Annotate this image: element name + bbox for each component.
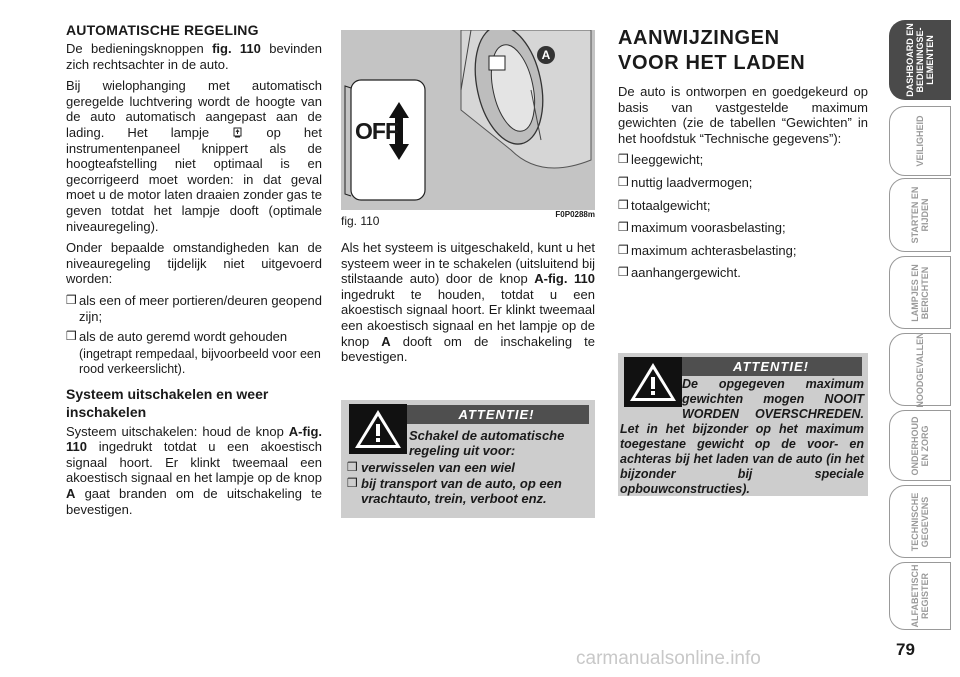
warning-item-transport: ❒ bij transport van de auto, op een vrachtauto, trein, verboot enz. (347, 476, 562, 506)
warning-title: ATTENTIE! (404, 405, 589, 424)
column-left (66, 22, 322, 523)
loading-weights-list (618, 152, 868, 281)
warning-triangle-icon (349, 404, 407, 454)
checkbox-bullet-icon: ❒ (618, 265, 629, 280)
page-number: 79 (896, 640, 915, 659)
chapter-tab-label: VEILIGHEID (915, 115, 925, 167)
chapter-tab-7[interactable] (889, 485, 951, 558)
chapter-tab-1[interactable] (889, 20, 951, 100)
paragraph-switch-on: Als het systeem is uitgeschakeld, kunt u het systeem weer in te schakelen (uitsluitend bij stilstaande auto) door de knop A-fig. 110 ingedrukt te houden, totdat u een akoestisch signaal hoort. Er klinkt tweemaal een akoestisch signaal en het lampje op de knop A dooft om de inschakeling te bevestigen. (341, 240, 595, 365)
section-heading-loading: AANWIJZINGEN VOOR HET LADEN (618, 27, 806, 74)
paragraph-switch-off: Systeem uitschakelen: houd de knop A-fig. 110 ingedrukt totdat u een akoestisch signaal hoort. Er klinkt tweemaal een akoestisch signaal en het lampje op de knop A gaat branden om de uitschakeling te bevestigen. (66, 423, 322, 517)
warning-item-wheel: ❒ verwisselen van een wiel (347, 460, 515, 475)
warning-text: De opgegeven maximum gewichten mogen NOOIT WORDEN OVERSCHREDEN. Let in het bijzonder op het maximum toegestane gewicht op de voor- en achteras bij het laden van de auto (in het bijzonder bij speciale opbouwconstructies). (620, 377, 864, 496)
paragraph-controls-location: De bedieningsknoppen fig. 110 bevinden zich rechtsachter in de auto. (66, 41, 323, 72)
warning-box-max-weights (618, 353, 868, 496)
list-item-weight: ❒ maximum achterasbelasting; (618, 242, 797, 258)
checkbox-bullet-icon: ❒ (347, 460, 358, 474)
figure-caption (341, 210, 595, 228)
suspension-warning-lamp-icon (232, 127, 243, 139)
checkbox-bullet-icon: ❒ (618, 220, 629, 235)
list-item-weight: ❒ totaalgewicht; (618, 197, 711, 213)
figure-110-image (341, 30, 595, 210)
warning-lead: Schakel de automatische regeling uit voor: (409, 428, 565, 458)
subheading-switch-off-on: Systeem uitschakelen en weer inschakelen (66, 385, 269, 420)
watermark: carmanualsonline.info (576, 648, 761, 669)
paragraph-conditions: Onder bepaalde omstandigheden kan de niveauregeling tijdelijk niet uitgevoerd worden: (66, 240, 322, 287)
chapter-tab-3[interactable] (889, 178, 951, 252)
paragraph-loading-intro: De auto is ontworpen en goedgekeurd op basis van vastgestelde maximum gewichten (zie de tabellen “Gewichten” in het hoofdstuk “Technische gegevens”): (618, 84, 868, 146)
chapter-tab-label: STARTEN EN RIJDEN (910, 186, 930, 244)
chapter-tab-5[interactable] (889, 333, 951, 406)
callout-a-badge: A (537, 46, 555, 64)
paragraph-air-suspension: Bij wielophanging met automatisch geregelde luchtvering wordt de hoogte van de auto automatisch aangepast aan de lading. Het lampje op het instrumentenpaneel knippert als de hoogteafstelling niet optimaal is en gecorrigeerd moet worden: in dat geval moet u de motor laten draaien zonder gas te geven totdat het lampje dooft (optimale niveauregeling). (66, 78, 322, 234)
figure-code: F0P0288m (555, 210, 595, 219)
figure-number: fig. 110 (341, 214, 380, 228)
checkbox-bullet-icon: ❒ (66, 292, 77, 307)
checkbox-bullet-icon: ❒ (618, 242, 629, 257)
chapter-tab-4[interactable] (889, 256, 951, 329)
checkbox-bullet-icon: ❒ (618, 152, 629, 167)
chapter-tab-8[interactable] (889, 562, 951, 630)
warning-title: ATTENTIE! (680, 357, 862, 376)
column-right (618, 22, 868, 288)
chapter-tab-label: ONDERHOUD EN ZORG (910, 415, 930, 476)
chapter-tab-label: ALFABETISCH REGISTER (910, 564, 930, 628)
checkbox-bullet-icon: ❒ (66, 329, 77, 344)
list-item-braked: ❒ als de auto geremd wordt gehouden (66, 329, 288, 345)
chapter-tab-label: TECHNISCHE GEGEVENS (910, 492, 930, 551)
checkbox-bullet-icon: ❒ (618, 174, 629, 189)
list-item-weight: ❒ leeggewicht; (618, 152, 704, 168)
list-item-weight: ❒ nuttig laadvermogen; (618, 174, 753, 190)
warning-box-automatic-regulation (341, 400, 595, 518)
chapter-tab-label: LAMPJES EN BERICHTEN (910, 263, 930, 322)
checkbox-bullet-icon: ❒ (618, 197, 629, 212)
list-item-weight: ❒ aanhangergewicht. (618, 265, 741, 281)
chapter-tab-label: NOODGEVALLEN (915, 331, 925, 408)
chapter-tab-6[interactable] (889, 410, 951, 481)
chapter-tab-2[interactable] (889, 106, 951, 176)
section-heading-automatic-regulation: AUTOMATISCHE REGELING (66, 22, 259, 38)
chapter-tab-label: DASHBOARD EN BEDIENINGSE- LEMENTEN (905, 23, 935, 97)
list-item-doors-open: ❒ als een of meer portieren/deuren geopend zijn; (66, 292, 322, 324)
off-label: OFF (355, 118, 398, 144)
checkbox-bullet-icon: ❒ (347, 476, 358, 490)
list-item-weight: ❒ maximum voorasbelasting; (618, 220, 786, 236)
list-item-braked-detail: (ingetrapt rempedaal, bijvoorbeeld voor een rood verkeerslicht). (79, 346, 321, 376)
column-middle (341, 30, 595, 371)
